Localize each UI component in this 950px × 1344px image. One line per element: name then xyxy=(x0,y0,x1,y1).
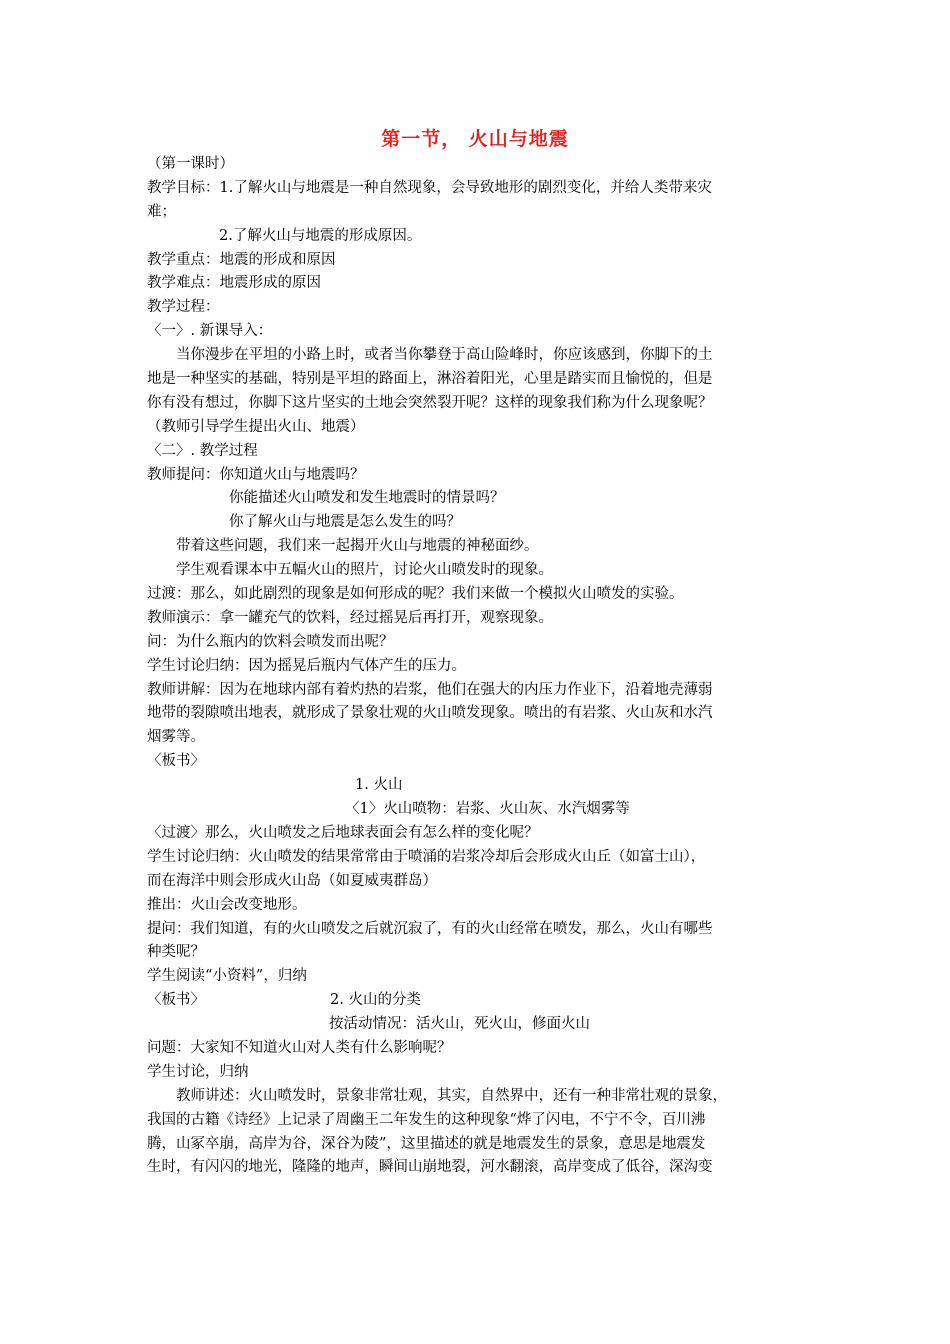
text-line: 教师演示：拿一罐充气的饮料，经过摇晃后再打开，观察现象。 xyxy=(147,609,553,626)
text-line: 学生阅读“小资料”，归纳 xyxy=(147,968,307,985)
paragraph-line: 地是一种坚实的基础，特别是平坦的路面上，淋浴着阳光，心里是踏实而且愉悦的，但是 xyxy=(147,371,713,388)
paragraph-line: 你有没有想过，你脚下这片坚实的土地会突然裂开呢？这样的现象我们称为什么现象呢？ xyxy=(147,394,713,411)
paragraph-line: 教师讲解：因为在地球内部有着灼热的岩浆，他们在强大的内压力作业下，沿着地壳薄弱 xyxy=(147,681,713,698)
text-line: 问题：大家知不知道火山对人类有什么影响呢？ xyxy=(147,1039,452,1056)
text-line: 教学过程： xyxy=(147,299,220,316)
section-heading: 〈一〉. 新课导入： xyxy=(147,323,273,340)
text-line: 学生讨论，归纳 xyxy=(147,1063,249,1080)
text-line: 学生讨论归纳：火山喷发的结果常常由于喷涌的岩浆冷却后会形成火山丘（如富士山）， xyxy=(147,848,706,865)
paragraph-line: 我国的古籍《诗经》上记录了周幽王二年发生的这种现象“烨了闪电，不宁不令，百川沸 xyxy=(147,1111,706,1128)
text-line: 学生观看课本中五幅火山的照片，讨论火山喷发时的现象。 xyxy=(176,562,553,579)
board-label: 〈板书〉 xyxy=(147,753,205,770)
page-title: 第一节， 火山与地震 xyxy=(381,128,569,150)
text-line: 2.了解火山与地震的形成原因。 xyxy=(219,227,422,244)
board-label: 〈板书〉 xyxy=(147,992,205,1009)
board-item: 〈1〉火山喷物：岩浆、火山灰、水汽烟雾等 xyxy=(345,801,630,818)
paragraph-line: 教师讲述：火山喷发时，景象非常壮观，其实，自然界中，还有一种非常壮观的景象， xyxy=(176,1087,727,1104)
board-row xyxy=(147,989,812,1013)
section-heading: 〈二〉. 教学过程 xyxy=(147,442,258,459)
board-item: 按活动情况：活火山，死火山，修面火山 xyxy=(329,1016,590,1033)
text-line: 推出：火山会改变地形。 xyxy=(147,896,307,913)
text-line: 种类呢？ xyxy=(147,944,205,961)
paragraph-line: 烟雾等。 xyxy=(147,729,205,746)
text-line: 教师提问：你知道火山与地震吗？ xyxy=(147,466,365,483)
paragraph-line: （教师引导学生提出火山、地震） xyxy=(147,418,365,435)
paragraph-line: 生时，有闪闪的地光，隆隆的地声，瞬间山崩地裂，河水翻滚，高岸变成了低谷，深沟变 xyxy=(147,1159,713,1176)
text-line: 过渡：那么，如此剧烈的现象是如何形成的呢？我们来做一个模拟火山喷发的实验。 xyxy=(147,586,684,603)
text-line: 教学难点：地震形成的原因 xyxy=(147,275,321,292)
text-line: 教学目标：1.了解火山与地震是一种自然现象，会导致地形的剧烈变化，并给人类带来灾 xyxy=(147,179,712,196)
board-item: 1. 火山 xyxy=(355,777,403,794)
board-item: 2. 火山的分类 xyxy=(330,992,421,1009)
text-line: 教学重点：地震的形成和原因 xyxy=(147,251,336,268)
paragraph-line: 腾，山冢卒崩，高岸为谷，深谷为陵”，这里描述的就是地震发生的景象，意思是地震发 xyxy=(147,1135,706,1152)
text-line: 而在海洋中则会形成火山岛（如夏威夷群岛） xyxy=(147,872,437,889)
text-line: 提问：我们知道，有的火山喷发之后就沉寂了，有的火山经常在喷发，那么，火山有哪些 xyxy=(147,920,713,937)
text-line: 你能描述火山喷发和发生地震时的情景吗？ xyxy=(229,490,505,507)
document-body xyxy=(147,153,812,1180)
paragraph-line: 地带的裂隙喷出地表，就形成了景象壮观的火山喷发现象。喷出的有岩浆、火山灰和水汽 xyxy=(147,705,713,722)
text-line: 〈过渡〉那么，火山喷发之后地球表面会有怎么样的变化呢？ xyxy=(147,824,539,841)
text-line: 你了解火山与地震是怎么发生的吗？ xyxy=(229,514,461,531)
text-line: 问：为什么瓶内的饮料会喷发而出呢？ xyxy=(147,633,394,650)
lesson-period: （第一课时） xyxy=(147,156,234,172)
text-line: 难； xyxy=(147,203,176,220)
paragraph-line: 当你漫步在平坦的小路上时，或者当你攀登于高山险峰时，你应该感到，你脚下的土 xyxy=(176,347,713,364)
text-line: 学生讨论归纳：因为摇晃后瓶内气体产生的压力。 xyxy=(147,657,466,674)
text-line: 带着这些问题，我们来一起揭开火山与地震的神秘面纱。 xyxy=(176,538,539,555)
